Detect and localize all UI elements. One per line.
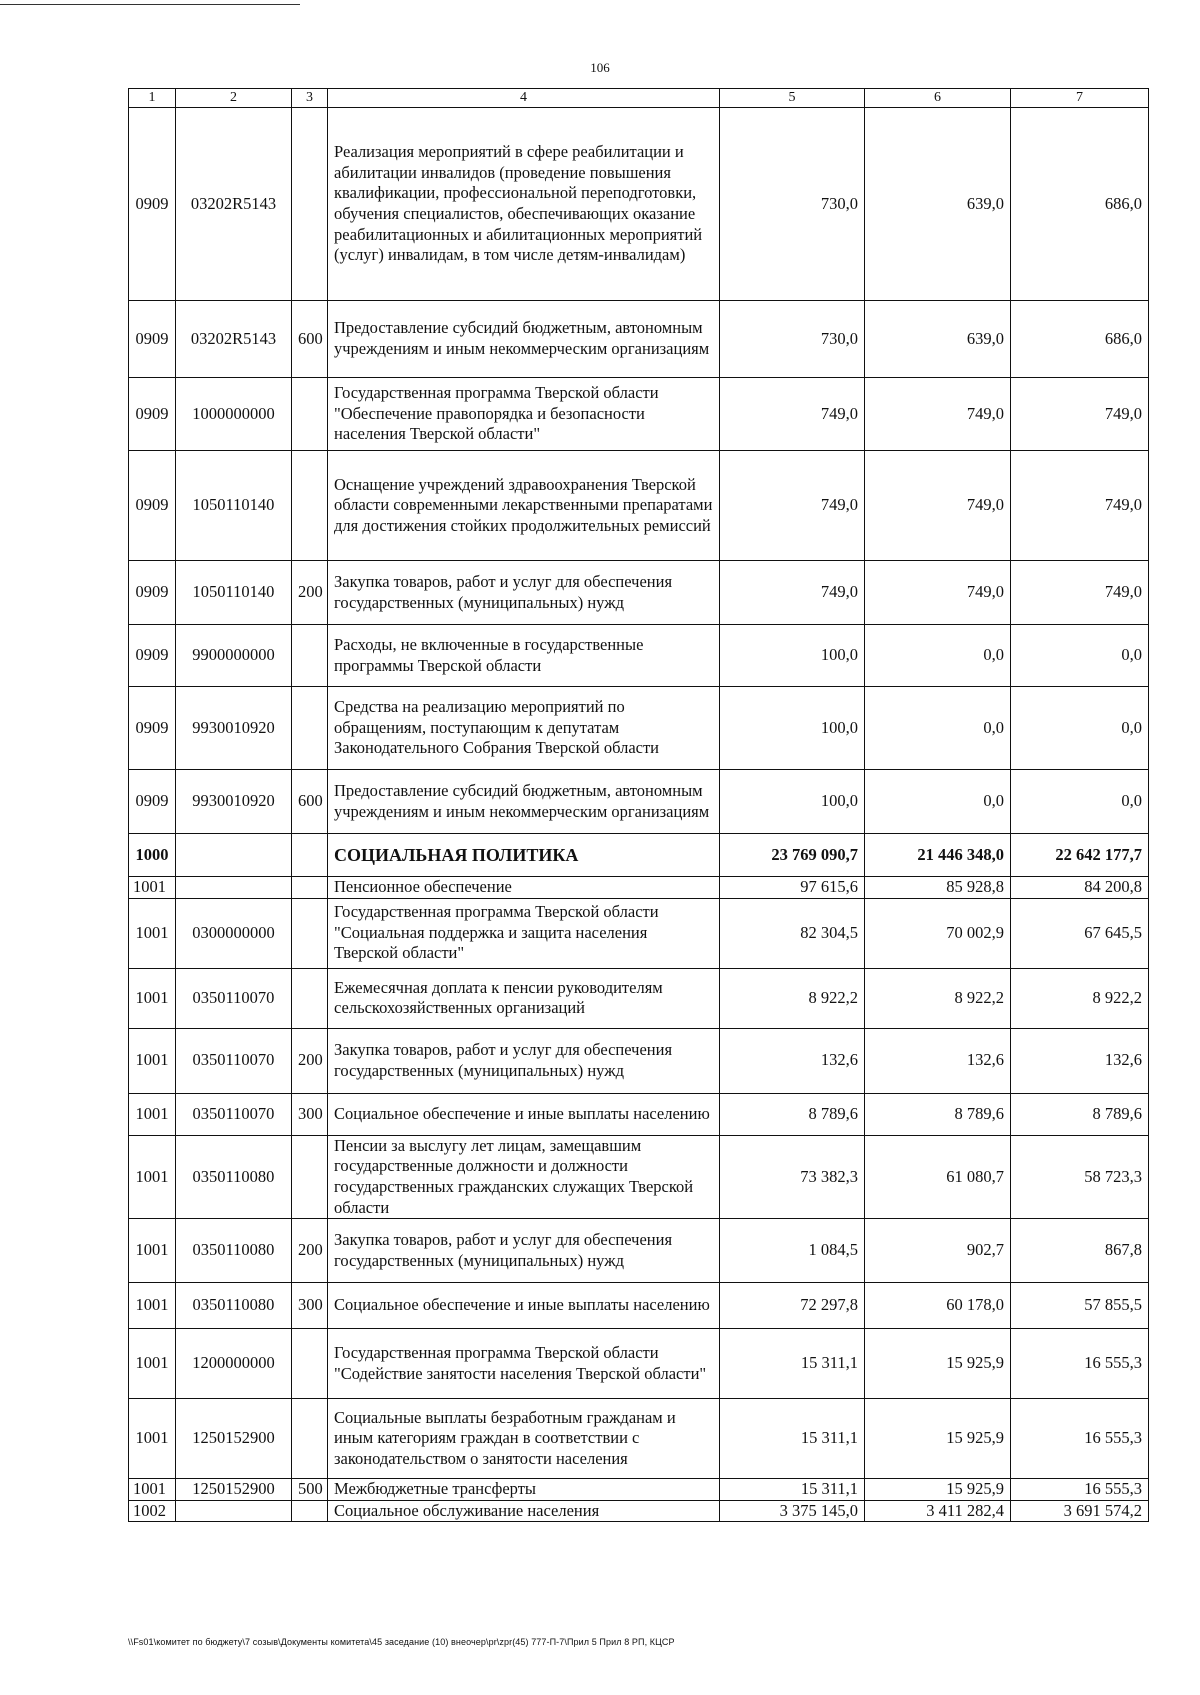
cell-section: 0909	[129, 770, 176, 834]
col-header-1: 1	[129, 89, 176, 108]
cell-type	[292, 834, 328, 877]
col-header-6: 6	[865, 89, 1011, 108]
cell-section: 1002	[129, 1500, 176, 1522]
table-row	[129, 1135, 1149, 1219]
budget-table	[128, 88, 1149, 1522]
cell-section: 1001	[129, 968, 176, 1028]
cell-type: 600	[292, 770, 328, 834]
cell-value-5: 100,0	[720, 687, 865, 770]
cell-type	[292, 898, 328, 968]
table-row	[129, 1399, 1149, 1479]
cell-name: СОЦИАЛЬНАЯ ПОЛИТИКА	[328, 834, 720, 877]
table-row	[129, 625, 1149, 687]
cell-type	[292, 378, 328, 451]
cell-value-6: 85 928,8	[865, 877, 1011, 899]
col-header-2: 2	[176, 89, 292, 108]
cell-value-7: 16 555,3	[1011, 1329, 1149, 1399]
table-row	[129, 1093, 1149, 1135]
cell-name: Пенсионное обеспечение	[328, 877, 720, 899]
cell-type	[292, 108, 328, 301]
cell-section: 1000	[129, 834, 176, 877]
cell-value-5: 1 084,5	[720, 1219, 865, 1283]
cell-type	[292, 1399, 328, 1479]
cell-name: Расходы, не включенные в государственные программы Тверской области	[328, 625, 720, 687]
cell-value-6: 0,0	[865, 770, 1011, 834]
cell-value-7: 16 555,3	[1011, 1399, 1149, 1479]
cell-value-7: 867,8	[1011, 1219, 1149, 1283]
cell-value-5: 97 615,6	[720, 877, 865, 899]
cell-name: Пенсии за выслугу лет лицам, замещавшим государственные должности и должности государственных гражданских служащих Тверской области	[328, 1135, 720, 1219]
cell-type	[292, 1329, 328, 1399]
cell-code	[176, 877, 292, 899]
cell-code: 0350110070	[176, 1093, 292, 1135]
col-header-7: 7	[1011, 89, 1149, 108]
cell-value-6: 0,0	[865, 687, 1011, 770]
cell-value-5: 749,0	[720, 378, 865, 451]
cell-section: 0909	[129, 561, 176, 625]
cell-type: 200	[292, 561, 328, 625]
cell-type: 200	[292, 1028, 328, 1093]
cell-name: Предоставление субсидий бюджетным, автономным учреждениям и иным некоммерческим организациям	[328, 770, 720, 834]
cell-value-6: 21 446 348,0	[865, 834, 1011, 877]
col-header-4: 4	[328, 89, 720, 108]
cell-section: 0909	[129, 301, 176, 378]
cell-section: 1001	[129, 1093, 176, 1135]
cell-type	[292, 451, 328, 561]
cell-value-7: 686,0	[1011, 301, 1149, 378]
cell-code: 0350110070	[176, 968, 292, 1028]
cell-value-6: 639,0	[865, 301, 1011, 378]
cell-type: 200	[292, 1219, 328, 1283]
cell-name: Межбюджетные трансферты	[328, 1479, 720, 1501]
cell-section: 1001	[129, 1219, 176, 1283]
cell-section: 0909	[129, 108, 176, 301]
cell-value-7: 22 642 177,7	[1011, 834, 1149, 877]
cell-value-6: 902,7	[865, 1219, 1011, 1283]
cell-value-7: 84 200,8	[1011, 877, 1149, 899]
cell-name: Государственная программа Тверской области "Содействие занятости населения Тверской области"	[328, 1329, 720, 1399]
cell-name: Государственная программа Тверской области "Социальная поддержка и защита населения Тверской области"	[328, 898, 720, 968]
cell-value-5: 730,0	[720, 301, 865, 378]
cell-code	[176, 834, 292, 877]
cell-value-7: 16 555,3	[1011, 1479, 1149, 1501]
cell-value-5: 100,0	[720, 625, 865, 687]
cell-value-7: 132,6	[1011, 1028, 1149, 1093]
cell-section: 1001	[129, 1329, 176, 1399]
cell-name: Социальные выплаты безработным гражданам и иным категориям граждан в соответствии с законодательством о занятости населения	[328, 1399, 720, 1479]
cell-section: 0909	[129, 451, 176, 561]
cell-value-5: 8 789,6	[720, 1093, 865, 1135]
cell-type: 600	[292, 301, 328, 378]
cell-value-6: 61 080,7	[865, 1135, 1011, 1219]
cell-type	[292, 877, 328, 899]
cell-type: 300	[292, 1283, 328, 1329]
cell-type: 500	[292, 1479, 328, 1501]
cell-value-6: 60 178,0	[865, 1283, 1011, 1329]
cell-value-5: 8 922,2	[720, 968, 865, 1028]
cell-code: 9900000000	[176, 625, 292, 687]
cell-type: 300	[292, 1093, 328, 1135]
cell-value-6: 639,0	[865, 108, 1011, 301]
cell-value-6: 70 002,9	[865, 898, 1011, 968]
cell-value-6: 0,0	[865, 625, 1011, 687]
page-number: 106	[590, 60, 610, 75]
top-rule	[0, 4, 300, 5]
cell-value-6: 132,6	[865, 1028, 1011, 1093]
cell-code: 1200000000	[176, 1329, 292, 1399]
cell-type	[292, 968, 328, 1028]
table-row	[129, 561, 1149, 625]
cell-section: 1001	[129, 1135, 176, 1219]
cell-name: Закупка товаров, работ и услуг для обеспечения государственных (муниципальных) нужд	[328, 1028, 720, 1093]
cell-value-7: 0,0	[1011, 625, 1149, 687]
cell-section: 0909	[129, 687, 176, 770]
cell-name: Государственная программа Тверской области "Обеспечение правопорядка и безопасности населения Тверской области"	[328, 378, 720, 451]
cell-code: 1050110140	[176, 561, 292, 625]
table-row	[129, 1479, 1149, 1501]
cell-section: 1001	[129, 877, 176, 899]
cell-value-7: 57 855,5	[1011, 1283, 1149, 1329]
cell-value-6: 15 925,9	[865, 1399, 1011, 1479]
header-row	[129, 89, 1149, 108]
table-row	[129, 877, 1149, 899]
cell-value-5: 730,0	[720, 108, 865, 301]
table-row	[129, 451, 1149, 561]
cell-name: Предоставление субсидий бюджетным, автономным учреждениям и иным некоммерческим организациям	[328, 301, 720, 378]
table-row	[129, 108, 1149, 301]
cell-value-7: 8 922,2	[1011, 968, 1149, 1028]
cell-code: 0350110080	[176, 1283, 292, 1329]
cell-section: 1001	[129, 898, 176, 968]
cell-value-5: 23 769 090,7	[720, 834, 865, 877]
cell-code: 9930010920	[176, 770, 292, 834]
cell-code: 03202R5143	[176, 301, 292, 378]
cell-name: Оснащение учреждений здравоохранения Тверской области современными лекарственными препаратами для достижения стойких продолжительных ремиссий	[328, 451, 720, 561]
cell-code: 1000000000	[176, 378, 292, 451]
cell-value-6: 8 922,2	[865, 968, 1011, 1028]
cell-value-6: 749,0	[865, 561, 1011, 625]
table-row	[129, 1219, 1149, 1283]
cell-value-7: 8 789,6	[1011, 1093, 1149, 1135]
cell-type	[292, 625, 328, 687]
cell-value-6: 749,0	[865, 451, 1011, 561]
cell-value-7: 3 691 574,2	[1011, 1500, 1149, 1522]
table-row	[129, 968, 1149, 1028]
cell-name: Социальное обслуживание населения	[328, 1500, 720, 1522]
cell-type	[292, 687, 328, 770]
cell-name: Социальное обеспечение и иные выплаты населению	[328, 1283, 720, 1329]
cell-code: 1050110140	[176, 451, 292, 561]
cell-value-5: 749,0	[720, 451, 865, 561]
cell-value-5: 132,6	[720, 1028, 865, 1093]
cell-value-5: 15 311,1	[720, 1479, 865, 1501]
table-row	[129, 1500, 1149, 1522]
cell-name: Реализация мероприятий в сфере реабилитации и абилитации инвалидов (проведение повышения квалификации, профессиональной переподготовки, обучения специалистов, обеспечивающих оказание реабилитационных и абилитационных мероприятий (услуг) инвалидам, в том числе детям-инвалидам)	[328, 108, 720, 301]
cell-value-7: 0,0	[1011, 687, 1149, 770]
cell-value-6: 15 925,9	[865, 1479, 1011, 1501]
cell-name: Социальное обеспечение и иные выплаты населению	[328, 1093, 720, 1135]
table-row	[129, 1028, 1149, 1093]
cell-value-7: 67 645,5	[1011, 898, 1149, 968]
cell-section: 1001	[129, 1399, 176, 1479]
cell-name: Закупка товаров, работ и услуг для обеспечения государственных (муниципальных) нужд	[328, 1219, 720, 1283]
cell-code: 1250152900	[176, 1399, 292, 1479]
cell-code: 0300000000	[176, 898, 292, 968]
cell-code: 1250152900	[176, 1479, 292, 1501]
cell-value-6: 749,0	[865, 378, 1011, 451]
cell-value-6: 8 789,6	[865, 1093, 1011, 1135]
cell-name: Закупка товаров, работ и услуг для обеспечения государственных (муниципальных) нужд	[328, 561, 720, 625]
cell-value-7: 58 723,3	[1011, 1135, 1149, 1219]
cell-section: 1001	[129, 1479, 176, 1501]
cell-value-7: 749,0	[1011, 561, 1149, 625]
cell-section: 0909	[129, 378, 176, 451]
cell-value-5: 73 382,3	[720, 1135, 865, 1219]
cell-code: 9930010920	[176, 687, 292, 770]
cell-name: Средства на реализацию мероприятий по обращениям, поступающим к депутатам Законодательного Собрания Тверской области	[328, 687, 720, 770]
cell-value-5: 749,0	[720, 561, 865, 625]
cell-value-7: 0,0	[1011, 770, 1149, 834]
cell-section: 0909	[129, 625, 176, 687]
table-row	[129, 1283, 1149, 1329]
cell-code: 0350110080	[176, 1135, 292, 1219]
table-row	[129, 301, 1149, 378]
table-row	[129, 770, 1149, 834]
cell-type	[292, 1500, 328, 1522]
cell-value-5: 3 375 145,0	[720, 1500, 865, 1522]
cell-code: 0350110080	[176, 1219, 292, 1283]
cell-type	[292, 1135, 328, 1219]
col-header-5: 5	[720, 89, 865, 108]
table-row	[129, 378, 1149, 451]
table-row	[129, 834, 1149, 877]
file-path-footer: \\Fs01\комитет по бюджету\7 созыв\Документы комитета\45 заседание (10) внеочер\pr\zpr(45) 777-П-7\Прил 5 Прил 8 РП, КЦСР	[128, 1637, 675, 1647]
cell-section: 1001	[129, 1283, 176, 1329]
cell-code	[176, 1500, 292, 1522]
cell-value-7: 749,0	[1011, 451, 1149, 561]
cell-code: 03202R5143	[176, 108, 292, 301]
cell-value-6: 3 411 282,4	[865, 1500, 1011, 1522]
cell-value-7: 749,0	[1011, 378, 1149, 451]
cell-value-5: 15 311,1	[720, 1329, 865, 1399]
table-row	[129, 1329, 1149, 1399]
col-header-3: 3	[292, 89, 328, 108]
cell-value-5: 15 311,1	[720, 1399, 865, 1479]
cell-value-5: 82 304,5	[720, 898, 865, 968]
cell-code: 0350110070	[176, 1028, 292, 1093]
table-row	[129, 898, 1149, 968]
cell-value-6: 15 925,9	[865, 1329, 1011, 1399]
cell-section: 1001	[129, 1028, 176, 1093]
cell-value-5: 100,0	[720, 770, 865, 834]
cell-value-7: 686,0	[1011, 108, 1149, 301]
table-row	[129, 687, 1149, 770]
cell-name: Ежемесячная доплата к пенсии руководителям сельскохозяйственных организаций	[328, 968, 720, 1028]
cell-value-5: 72 297,8	[720, 1283, 865, 1329]
